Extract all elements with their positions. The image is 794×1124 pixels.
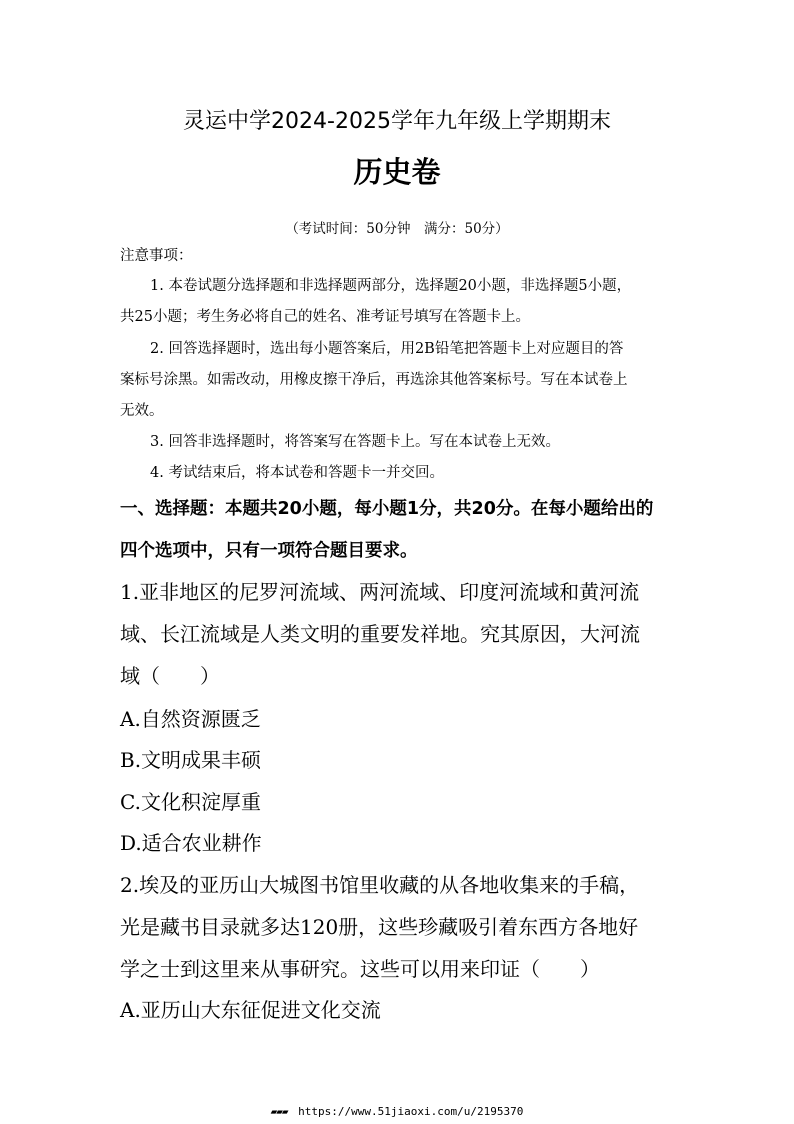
question-stem: 域、长江流域是人类文明的重要发祥地。究其原因，大河流 [120, 622, 640, 646]
document-subtitle: 历史卷 [353, 155, 441, 189]
watermark-logo-icon: ▰▰▰ [270, 1105, 288, 1118]
notice-line: 2. 回答选择题时，选出每小题答案后，用2B铅笔把答题卡上对应题目的答 [150, 341, 624, 357]
question-option: A.亚历山大东征促进文化交流 [120, 998, 381, 1022]
notice-line: 案标号涂黑。如需改动，用橡皮擦干净后，再选涂其他答案标号。写在本试卷上 [120, 372, 628, 388]
question-stem: 域（ ） [120, 664, 220, 688]
question-option: A.自然资源匮乏 [120, 707, 261, 731]
notice-line: 3. 回答非选择题时，将答案写在答题卡上。写在本试卷上无效。 [150, 434, 560, 450]
question-option: C.文化积淀厚重 [120, 790, 261, 814]
question-option: D.适合农业耕作 [120, 831, 262, 855]
question-stem: 1.亚非地区的尼罗河流域、两河流域、印度河流域和黄河流 [120, 580, 640, 604]
exam-info: （考试时间：50分钟 满分：50分） [285, 221, 509, 237]
footer-url[interactable]: https://www.51jiaoxi.com/u/2195370 [298, 1105, 524, 1118]
notice-line: 共25小题；考生务必将自己的姓名、准考证号填写在答题卡上。 [120, 309, 530, 325]
section-heading: 一、选择题：本题共20小题，每小题1分，共20分。在每小题给出的 [120, 499, 654, 519]
notice-line: 无效。 [120, 403, 164, 419]
section-heading: 四个选项中，只有一项符合题目要求。 [120, 541, 418, 561]
notice-line: 4. 考试结束后，将本试卷和答题卡一并交回。 [150, 465, 444, 481]
question-stem: 学之士到这里来从事研究。这些可以用来印证（ ） [120, 957, 600, 981]
notice-line: 1. 本卷试题分选择题和非选择题两部分，选择题20小题，非选择题5小题， [150, 278, 632, 294]
question-stem: 光是藏书目录就多达120册，这些珍藏吸引着东西方各地好 [120, 915, 639, 939]
question-option: B.文明成果丰硕 [120, 748, 262, 772]
document-title: 灵运中学2024-2025学年九年级上学期期末 [183, 109, 611, 134]
notice-heading: 注意事项： [120, 248, 193, 264]
question-stem: 2.埃及的亚历山大城图书馆里收藏的从各地收集来的手稿， [120, 873, 640, 897]
footer [0, 1105, 794, 1118]
